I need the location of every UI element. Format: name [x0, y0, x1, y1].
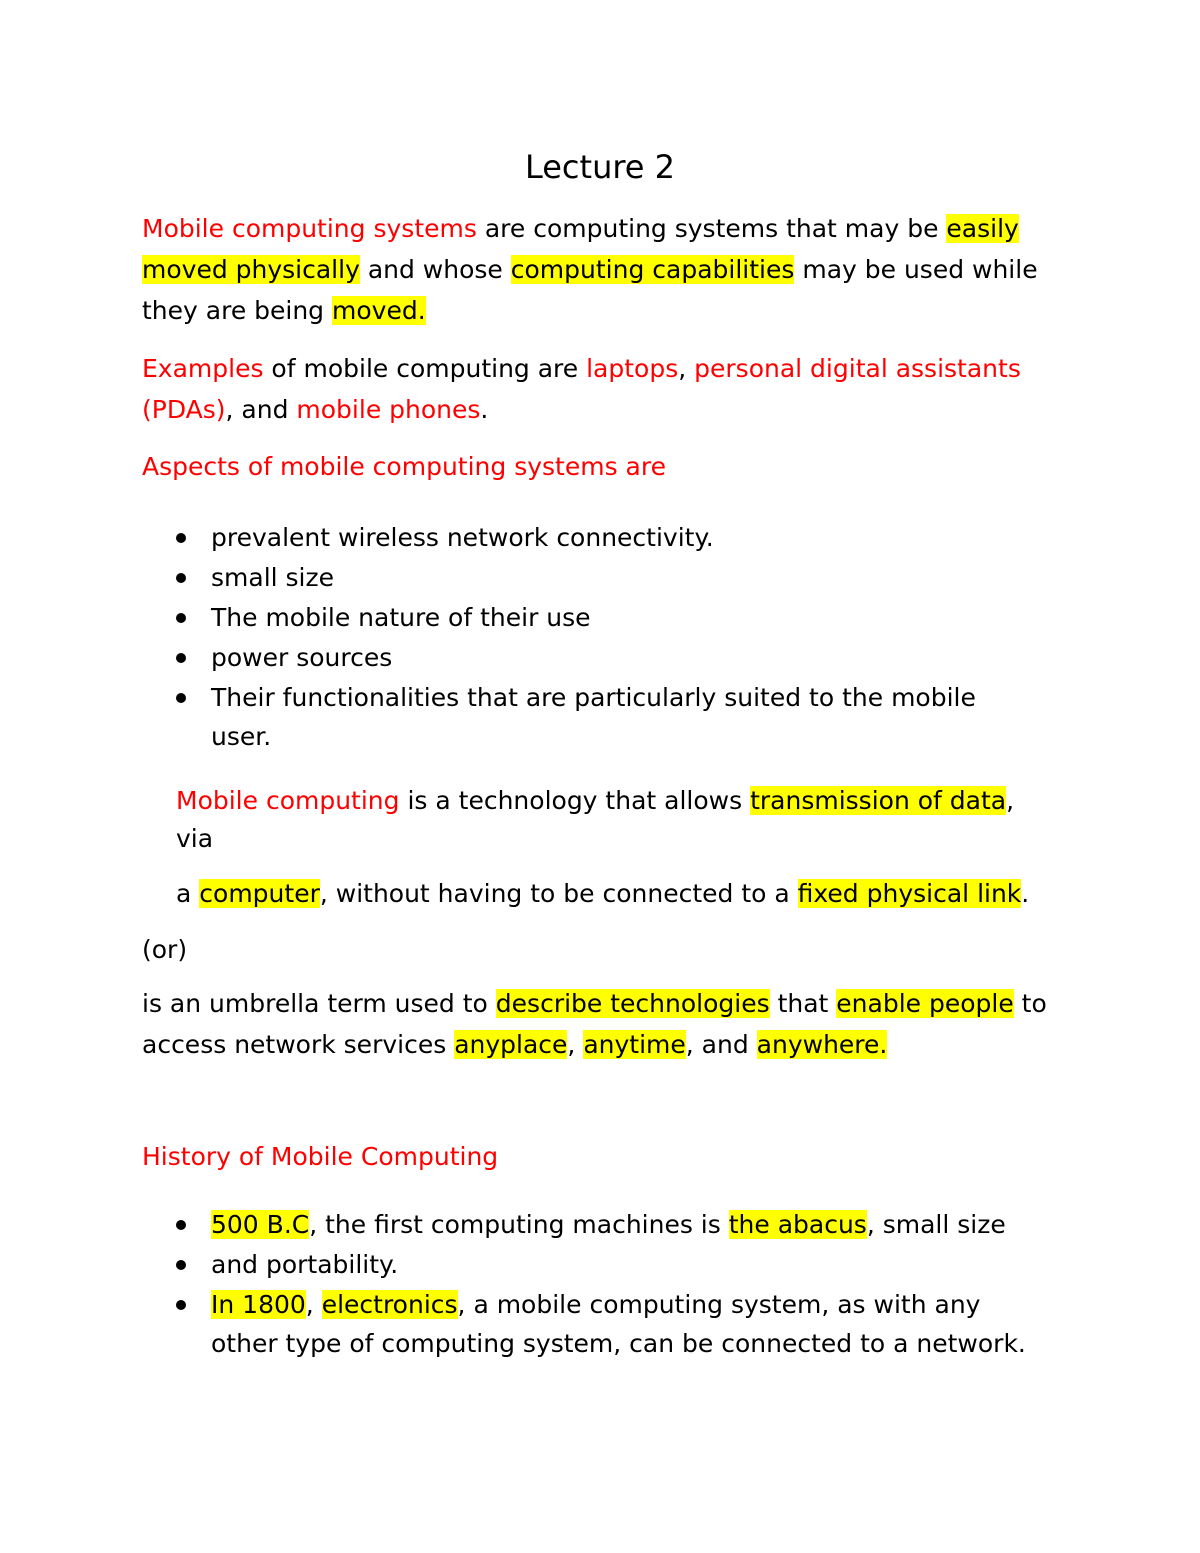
definition-text: are computing systems that may be	[476, 214, 947, 243]
umbrella-text: ,	[567, 1030, 584, 1059]
tech-text: a	[176, 879, 200, 908]
definition-line-1	[142, 212, 1019, 246]
history-item: and portability.	[211, 1250, 399, 1279]
history-text: , small size	[866, 1210, 1006, 1239]
highlight-enable-people: enable people	[836, 989, 1014, 1018]
aspect-item: small size	[211, 563, 335, 592]
examples-lead: Examples	[142, 354, 264, 383]
history-text: , the first computing machines is	[309, 1210, 729, 1239]
highlight-moved-physically: moved physically	[142, 255, 360, 284]
umbrella-line-1	[142, 987, 1047, 1021]
aspect-item: Their functionalities that are particularly suited to the mobile	[211, 683, 976, 712]
definition-text: they are being	[142, 296, 333, 325]
highlight-the-abacus: the abacus	[728, 1210, 867, 1239]
aspect-item: The mobile nature of their use	[211, 603, 591, 632]
or-separator: (or)	[142, 935, 188, 964]
bullet-icon	[176, 1220, 186, 1230]
definition-line-2	[142, 253, 1038, 287]
umbrella-line-2	[142, 1028, 887, 1062]
highlight-anyplace: anyplace	[454, 1030, 568, 1059]
tech-line-2: via	[176, 824, 214, 853]
examples-text: ,	[678, 354, 695, 383]
tech-text: is a technology that allows	[399, 786, 751, 815]
highlight-transmission-of-data: transmission of data	[750, 786, 1007, 815]
bullet-icon	[176, 653, 186, 663]
umbrella-text: , and	[685, 1030, 757, 1059]
tech-text: ,	[1006, 786, 1015, 815]
tech-term: Mobile computing	[176, 786, 400, 815]
history-item-continued: other type of computing system, can be connected to a network.	[211, 1329, 1026, 1358]
history-text: ,	[305, 1290, 322, 1319]
highlight-anytime: anytime	[583, 1030, 686, 1059]
history-item	[211, 1208, 1006, 1242]
example-laptops: laptops	[586, 354, 679, 383]
highlight-easily: easily	[946, 214, 1019, 243]
examples-text: , and	[225, 395, 297, 424]
aspect-item: prevalent wireless network connectivity.	[211, 523, 714, 552]
page-title: Lecture 2	[524, 148, 676, 186]
highlight-electronics: electronics	[321, 1290, 458, 1319]
examples-text: .	[480, 395, 489, 424]
history-item	[211, 1288, 980, 1322]
aspects-heading: Aspects of mobile computing systems are	[142, 452, 666, 481]
umbrella-text: that	[769, 989, 837, 1018]
highlight-fixed-physical-link: fixed physical link	[797, 879, 1022, 908]
umbrella-text: access network services	[142, 1030, 455, 1059]
tech-line-1	[176, 784, 1014, 818]
definition-text: and whose	[359, 255, 511, 284]
bullet-icon	[176, 613, 186, 623]
history-text: , a mobile computing system, as with any	[457, 1290, 981, 1319]
examples-line-1	[142, 352, 1021, 386]
definition-line-3	[142, 294, 426, 328]
history-heading: History of Mobile Computing	[142, 1142, 499, 1171]
tech-line-3	[176, 877, 1029, 911]
highlight-in-1800: In 1800	[211, 1290, 306, 1319]
highlight-describe-technologies: describe technologies	[495, 989, 770, 1018]
bullet-icon	[176, 1300, 186, 1310]
definition-term: Mobile computing systems	[142, 214, 477, 243]
highlight-anywhere: anywhere.	[756, 1030, 888, 1059]
bullet-icon	[176, 693, 186, 703]
highlight-500-bc: 500 B.C	[211, 1210, 310, 1239]
tech-text: .	[1021, 879, 1030, 908]
example-pdas-abbr: (PDAs)	[142, 395, 226, 424]
definition-text: may be used while	[794, 255, 1038, 284]
example-mobile-phones: mobile phones	[296, 395, 481, 424]
umbrella-text: is an umbrella term used to	[142, 989, 496, 1018]
highlight-computer: computer	[199, 879, 320, 908]
example-pdas: personal digital assistants	[694, 354, 1021, 383]
highlight-moved: moved.	[332, 296, 426, 325]
bullet-icon	[176, 533, 186, 543]
umbrella-text: to	[1013, 989, 1047, 1018]
examples-line-2	[142, 393, 488, 427]
aspect-item-continued: user.	[211, 722, 272, 751]
aspect-item: power sources	[211, 643, 393, 672]
bullet-icon	[176, 1260, 186, 1270]
bullet-icon	[176, 573, 186, 583]
highlight-computing-capabilities: computing capabilities	[510, 255, 795, 284]
tech-text: , without having to be connected to a	[319, 879, 798, 908]
examples-text: of mobile computing are	[263, 354, 587, 383]
